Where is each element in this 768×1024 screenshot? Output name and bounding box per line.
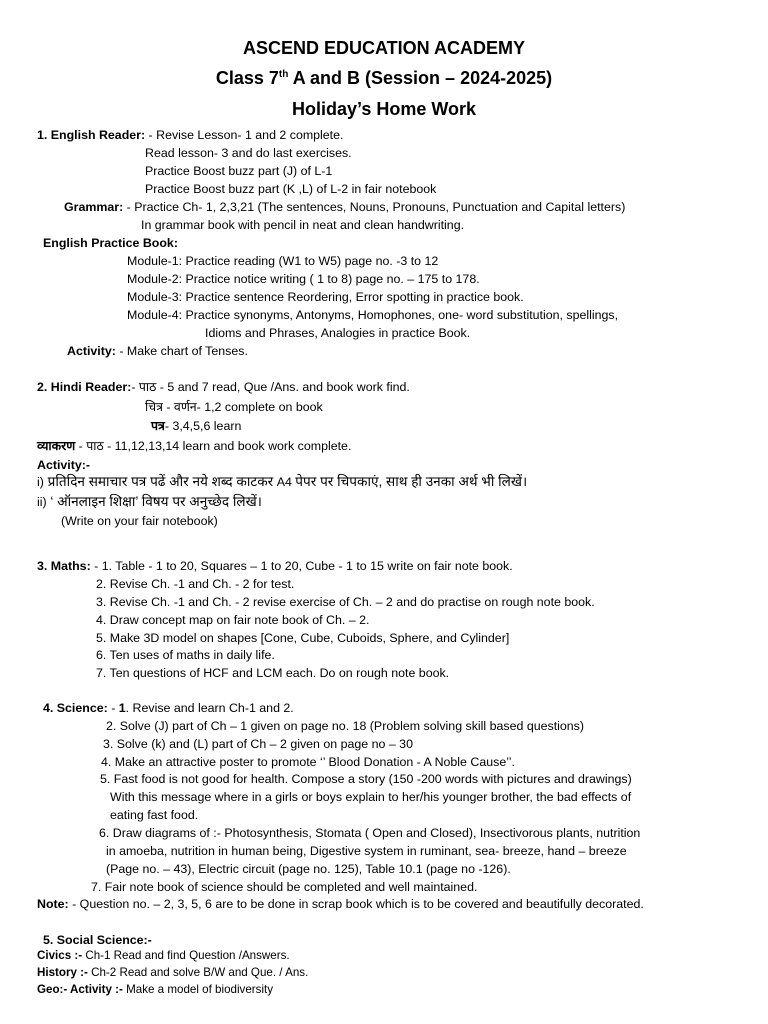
maths-line-7: 7. Ten questions of HCF and LCM each. Do on rough note book. [96,666,450,680]
science-line-5: 5. Fast food is not good for health. Compose a story (150 -200 words with pictures and drawings) [100,772,632,786]
science-line-6b: in amoeba, nutrition in human being, Digestive system in ruminant, sea- breeze, hand – breeze [106,844,627,858]
grammar-line-2: In grammar book with pencil in neat and clean handwriting. [141,218,465,232]
hindi-activity-1 [37,474,527,490]
science-line-6: 6. Draw diagrams of :- Photosynthesis, Stomata ( Open and Closed), Insectivorous plants, nutrition [99,826,641,840]
hindi-line-1-text: - 5 and 7 read, Que /Ans. and book work find. [156,380,410,394]
history-line [37,965,308,981]
module-4-cont: Idioms and Phrases, Analogies in practice Book. [205,326,471,340]
maths-text-1: - 1. Table - 1 to 20, Squares – 1 to 20, Cube - 1 to 15 write on fair note book. [90,559,513,573]
hindi-line-3-hi: पत्र [151,419,165,433]
english-activity-text: - Make chart of Tenses. [115,344,248,358]
hindi-line-3-text: - 3,4,5,6 learn [164,419,242,433]
science-line-3: 3. Solve (k) and (L) part of Ch – 2 given on page no – 30 [103,737,413,751]
maths-line-1 [37,558,513,574]
module-1: Module-1: Practice reading (W1 to W5) page no. -3 to 12 [127,254,439,268]
science-line-5b: With this message where in a girls or boys explain to her/his younger brother, the bad effects of [110,790,632,804]
english-line-1 [37,127,343,143]
hindi-line-2-hi: चित्र - वर्णन [145,400,197,414]
hindi-line-1-hi: - पाठ [131,380,157,394]
module-3: Module-3: Practice sentence Reordering, Error spotting in practice book. [127,290,524,304]
hindi-activity-1-num: i) [37,475,44,489]
science-line-2: 2. Solve (J) part of Ch – 1 given on page no. 18 (Problem solving skill based questions) [106,719,584,733]
science-label: 4. Science: [43,701,108,715]
vyakaran-text: - 11,12,13,14 learn and book work complete. [103,439,352,453]
civics-text: Ch-1 Read and find Question /Answers. [82,949,290,962]
class-session [0,66,768,90]
maths-label: 3. Maths: [37,559,91,573]
hindi-activity-2-num: ii) [37,495,47,509]
maths-line-4: 4. Draw concept map on fair note book of Ch. – 2. [96,613,370,627]
hindi-line-2 [145,399,323,415]
english-line-3: Practice Boost buzz part (J) of L-1 [145,164,333,178]
hindi-activity-label: Activity:- [37,458,91,472]
grammar-line-1 [64,199,625,215]
geo-label: Geo:- Activity :- [37,983,123,996]
english-activity-label: Activity: [67,344,116,358]
social-label: 5. Social Science:- [43,933,152,947]
hindi-activity-1-a: प्रतिदिन समाचार पत्र पढें और नये शब्द काटकर [47,474,274,489]
english-practice-label: English Practice Book: [43,236,178,250]
geo-text: Make a model of biodiversity [122,983,274,996]
class-prefix: Class 7 [215,68,279,88]
grammar-text-1: - Practice Ch- 1, 2,3,21 (The sentences, Nouns, Pronouns, Punctuation and Capital letters) [123,200,626,214]
vyakaran-label: व्याकरण [37,439,76,453]
hindi-line-2-text: - 1,2 complete on book [196,400,323,414]
english-activity [67,343,248,359]
vyakaran-hi: - पाठ [75,439,104,453]
hindi-activity-2-text: ‘ ऑनलाइन शिक्षा’ विषय पर अनुच्छेद लिखें। [50,494,262,509]
hindi-label: 2. Hindi Reader: [37,380,132,394]
grammar-label: Grammar: [64,200,124,214]
hindi-activity-1-b: A4 [273,475,296,489]
english-label: 1. English Reader: [37,128,146,142]
module-4: Module-4: Practice synonyms, Antonyms, Homophones, one- word substitution, spellings, [127,308,619,322]
science-note [37,896,644,912]
maths-line-3: 3. Revise Ch. -1 and Ch. - 2 revise exercise of Ch. – 2 and do practise on rough note book. [96,595,595,609]
science-pre: - [107,701,119,715]
hindi-activity-1-c: पेपर पर चिपकाएं, साथ ही उनका अर्थ भी लिखें। [295,474,528,489]
maths-line-6: 6. Ten uses of maths in daily life. [96,648,275,662]
science-note-text: - Question no. – 2, 3, 5, 6 are to be done in scrap book which is to be covered and beautifully decorated. [68,897,644,911]
english-text-1: - Revise Lesson- 1 and 2 complete. [145,128,344,142]
english-line-4: Practice Boost buzz part (K ,L) of L-2 in fair notebook [145,182,437,196]
hindi-line-3 [151,418,241,434]
civics-label: Civics :- [37,949,83,962]
science-first-num: 1 [118,701,126,715]
history-text: Ch-2 Read and solve B/W and Que. / Ans. [87,966,309,979]
class-sup: th [278,69,289,80]
science-line-4: 4. Make an attractive poster to promote ‘’ Blood Donation - A Noble Cause’’. [101,755,515,769]
page-title: Holiday’s Home Work [291,99,477,119]
module-2: Module-2: Practice notice writing ( 1 to 8) page no. – 175 to 178. [127,272,480,286]
history-label: History :- [37,966,88,979]
science-note-label: Note: [37,897,69,911]
maths-line-2: 2. Revise Ch. -1 and Ch. - 2 for test. [96,577,295,591]
hindi-line-1 [37,379,410,395]
civics-line [37,948,290,964]
hindi-activity-2 [37,494,262,510]
maths-line-5: 5. Make 3D model on shapes [Cone, Cube, Cuboids, Sphere, and Cylinder] [96,631,510,645]
english-line-2: Read lesson- 3 and do last exercises. [145,146,352,160]
science-line-1 [43,700,294,716]
science-line-7: 7. Fair note book of science should be completed and well maintained. [91,880,478,894]
hindi-note: (Write on your fair notebook) [61,514,218,528]
geo-line [37,982,273,998]
science-line-6c: (Page no. – 43), Electric circuit (page no. 125), Table 10.1 (page no -126). [106,862,511,876]
vyakaran-line [37,438,351,454]
science-line-5c: eating fast food. [110,808,199,822]
school-name: ASCEND EDUCATION ACADEMY [242,38,525,58]
science-first-rest: . Revise and learn Ch-1 and 2. [125,701,294,715]
class-suffix: A and B (Session – 2024-2025) [288,68,553,88]
